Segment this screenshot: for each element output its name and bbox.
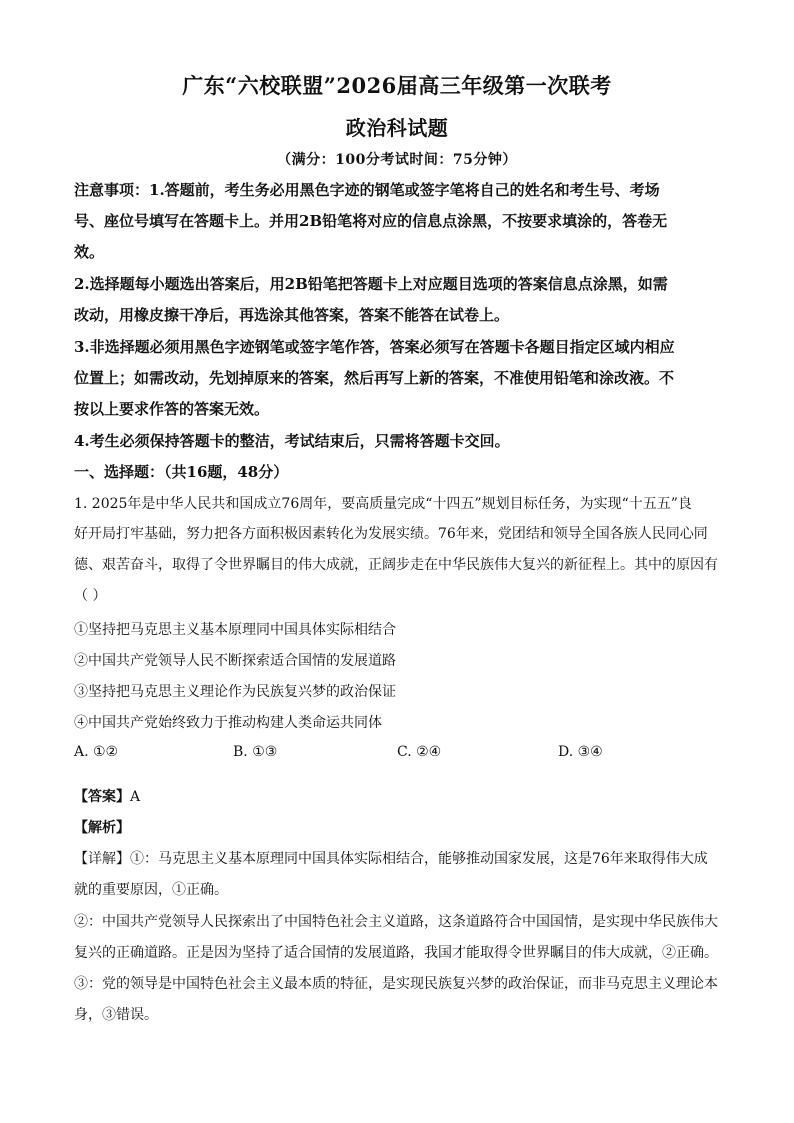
notice-line: 改动，用橡皮擦干净后，再选涂其他答案，答案不能答在试卷上。 (74, 306, 510, 324)
option-d: D. ③④ (558, 744, 603, 760)
answer-value: A (130, 789, 141, 805)
notice-line: 号、座位号填写在答题卡上。并用2B铅笔将对应的信息点涂黑，不按要求填涂的，答卷无 (74, 212, 668, 230)
question-item: ②中国共产党领导人民不断探索适合国情的发展道路 (74, 653, 396, 669)
exam-score-time: （满分：100分考试时间：75分钟） (277, 152, 517, 168)
question-item: ③坚持把马克思主义理论作为民族复兴梦的政治保证 (74, 684, 396, 700)
section-heading: 一、选择题：（共16题，48分） (74, 463, 289, 481)
notice-line: 位置上；如需改动，先划掉原来的答案，然后再写上新的答案，不准使用铅笔和涂改液。不 (74, 369, 675, 387)
question-stem-line: 1. 2025年是中华人民共和国成立76周年，要高质量完成“十四五”规划目标任务，为实现“十五五”良 (74, 496, 692, 512)
notice-line: 注意事项：1.答题前，考生务必用黑色字迹的钢笔或签字笔将自己的姓名和考生号、考场 (74, 181, 660, 199)
answer-label: 【答案】 (74, 789, 130, 805)
detail-line: ②：中国共产党领导人民探索出了中国特色社会主义道路，这条道路符合中国国情，是实现中华民族伟大 (74, 914, 718, 930)
exam-title: 广东“六校联盟”2026届高三年级第一次联考 (182, 73, 612, 98)
detail-line: ③：党的领导是中国特色社会主义最本质的特征，是实现民族复兴梦的政治保证，而非马克思主义理论本 (74, 976, 718, 992)
notice-line: 2.选择题每小题选出答案后，用2B铅笔把答题卡上对应题目选项的答案信息点涂黑，如需 (74, 275, 668, 293)
question-item: ①坚持把马克思主义基本原理同中国具体实际相结合 (74, 622, 396, 638)
question-item: ④中国共产党始终致力于推动构建人类命运共同体 (74, 715, 382, 731)
question-stem-line: 德、艰苦奋斗，取得了令世界瞩目的伟大成就，正阔步走在中华民族伟大复兴的新征程上。其中的原因有 (74, 557, 718, 573)
option-c: C. ②④ (397, 744, 442, 760)
notice-line: 4.考生必须保持答题卡的整洁，考试结束后，只需将答题卡交回。 (74, 432, 510, 450)
exam-subject: 政治科试题 (345, 116, 449, 140)
question-stem-line: 好开局打牢基础，努力把各方面积极因素转化为发展实绩。76年来，党团结和领导全国各族人民同心同 (74, 526, 708, 542)
notice-line: 效。 (74, 243, 105, 261)
analysis-label: 【解析】 (74, 820, 130, 836)
notice-line: 3.非选择题必须用黑色字迹钢笔或签字笔作答，答案必须写在答题卡各题目指定区域内相应 (74, 338, 675, 356)
detail-line: 就的重要原因，①正确。 (74, 882, 228, 898)
answer-line (74, 787, 724, 807)
option-a: A. ①② (74, 744, 119, 760)
detail-line: 身，③错误。 (74, 1007, 158, 1023)
detail-line: 【详解】①：马克思主义基本原理同中国具体实际相结合，能够推动国家发展，这是76年来取得伟大成 (74, 851, 708, 867)
notice-line: 按以上要求作答的答案无效。 (74, 400, 270, 418)
detail-line: 复兴的正确道路。正是因为坚持了适合国情的发展道路，我国才能取得令世界瞩目的伟大成就，②正确。 (74, 945, 718, 961)
option-b: B. ①③ (233, 744, 278, 760)
question-stem-line: （ ） (74, 588, 107, 604)
